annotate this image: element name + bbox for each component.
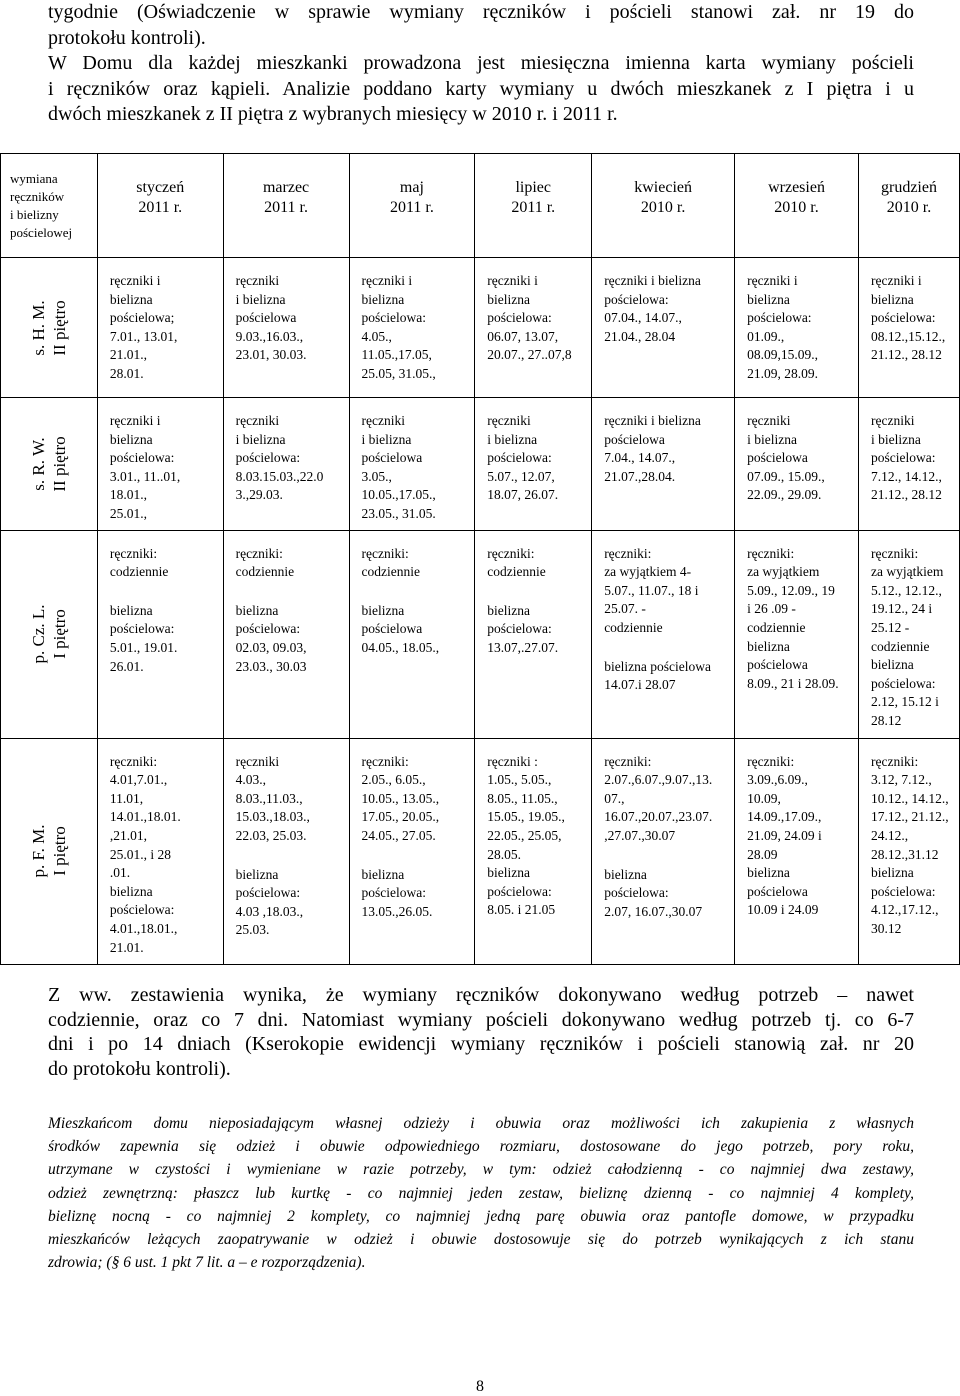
- month-header: [475, 154, 592, 258]
- cell-line: ręczniki:: [109, 753, 158, 769]
- cell-line: 14.07.i 28.07: [604, 677, 676, 693]
- cell-line: 23.03., 30.03: [235, 658, 307, 674]
- intro-line: tygodnie (Oświadczenie w sprawie wymiany ręczników i pościeli stanowi zał. nr 19 do: [48, 1, 914, 23]
- cell-line: pościelowa: [747, 883, 808, 899]
- intro-line: W Domu dla każdej mieszkanki prowadzona jest miesięczna imienna karta wymiany pościeli: [48, 52, 914, 74]
- cell-gap: [604, 638, 730, 658]
- cell-line: 30.12: [870, 920, 902, 936]
- cell-gap: [362, 846, 471, 866]
- exchange-cell: [223, 258, 349, 398]
- cell-line: ręczniki: [870, 413, 915, 428]
- cell-line: bielizna: [235, 602, 279, 618]
- exchange-cell: [475, 398, 592, 531]
- resident-floor: II piętro: [49, 299, 69, 356]
- regulation-quote: [48, 1112, 914, 1274]
- cell-line: 23.05., 31.05.: [361, 505, 436, 521]
- cell-line: pościelowa:: [870, 675, 936, 691]
- cell-line: pościelowa: [747, 450, 808, 466]
- quote-line: odzież zewnętrzną: płaszcz lub kurtkę - co najmniej jeden zestaw, bieliznę dzienną - co najmniej 4 komplety,: [48, 1184, 914, 1202]
- cell-line: 21.04., 28.04: [604, 328, 676, 344]
- cell-line: pościelowa:: [747, 310, 812, 326]
- cell-line: 25.07. -: [604, 601, 646, 617]
- cell-line: ręczniki :: [487, 753, 538, 769]
- cell-line: codziennie: [235, 564, 295, 580]
- cell-line: i bielizna: [747, 431, 797, 447]
- cell-line: ręczniki i: [109, 413, 161, 428]
- cell-line: 17.12., 21.12.,: [870, 809, 949, 825]
- cell-line: 8.03.,11.03.,: [235, 790, 303, 806]
- month-name: kwiecień: [634, 179, 692, 196]
- corner-label-line: i bielizny: [10, 207, 59, 222]
- cell-line: 21.01.: [109, 939, 144, 955]
- cell-line: 15.03.,18.03.,: [235, 809, 310, 825]
- cell-line: pościelowa:: [235, 450, 301, 466]
- cell-line: ręczniki i bielizna: [604, 413, 701, 428]
- cell-line: ręczniki:: [747, 545, 795, 561]
- cell-line: pościelowa:: [235, 885, 301, 901]
- resident-name: p. Cz. L.: [28, 604, 48, 664]
- month-header: [735, 154, 859, 258]
- quote-line: zdrowia; (§ 6 ust. 1 pkt 7 lit. a – e rozporządzenia).: [48, 1254, 366, 1272]
- cell-line: 24.12.,: [870, 827, 909, 843]
- cell-line: 25.05, 31.05.,: [361, 365, 436, 381]
- table-corner-label: [1, 154, 98, 258]
- corner-label-line: pościelowej: [10, 225, 73, 240]
- cell-line: 18.01.,: [109, 487, 147, 503]
- cell-line: 22.03, 25.03.: [235, 827, 307, 843]
- cell-line: 5.12., 12.12.,: [870, 582, 942, 598]
- cell-line: pościelowa:: [487, 310, 552, 326]
- month-name: styczeń: [136, 179, 185, 196]
- cell-line: bielizna: [109, 883, 153, 899]
- cell-line: 28.12: [870, 712, 902, 728]
- cell-line: codziennie: [747, 619, 806, 635]
- cell-line: 1.05., 5.05.,: [487, 772, 552, 788]
- table-row: [1, 258, 960, 398]
- cell-line: codziennie: [361, 564, 420, 580]
- cell-line: 28.01.: [109, 365, 144, 381]
- cell-line: ręczniki:: [747, 753, 795, 769]
- quote-line: bieliznę nocną - co najmniej 2 komplety, co najmniej jedną parę obuwia oraz pantofle domowe, w przypadku: [48, 1207, 914, 1225]
- quote-line: środków zapewnia się odzież i obuwie odpowiedniego rozmiaru, dostosowane do jego potrzeb, pory roku,: [48, 1138, 914, 1156]
- cell-line: bielizna: [361, 866, 405, 882]
- cell-line: 02.03, 09.03,: [235, 639, 307, 655]
- cell-line: pościelowa: [235, 310, 297, 326]
- cell-line: 24.05., 27.05.: [361, 827, 436, 843]
- cell-line: 11.01,: [109, 790, 144, 806]
- cell-line: .01.: [109, 865, 131, 881]
- exchange-cell: [858, 398, 959, 531]
- resident-label: [28, 825, 70, 878]
- month-header: [349, 154, 475, 258]
- conclusion-line: codziennie, oraz co 7 dni. Natomiast wymiany pościeli dokonywano według potrzeb tj. co 6-7: [48, 1008, 914, 1031]
- cell-line: 22.05., 25.05,: [487, 827, 562, 843]
- cell-line: bielizna: [109, 431, 153, 447]
- cell-line: bielizna: [604, 866, 647, 882]
- cell-line: pościelowa:: [604, 291, 669, 307]
- month-year: 2011 r.: [389, 199, 434, 216]
- cell-line: 14.01.,18.01.: [109, 809, 181, 825]
- month-header: [97, 154, 223, 258]
- cell-line: 4.01.,18.01.,: [109, 920, 178, 936]
- cell-line: i bielizna: [361, 431, 412, 447]
- cell-line: pościelowa:: [361, 885, 426, 901]
- month-year: 2010 r.: [886, 199, 932, 216]
- month-name: maj: [399, 179, 424, 196]
- cell-line: 4.01,7.01.,: [109, 772, 168, 788]
- cell-line: 21.12., 28.12: [870, 487, 942, 503]
- cell-line: bielizna: [109, 602, 153, 618]
- cell-line: 2.07, 16.07.,30.07: [604, 903, 703, 919]
- cell-line: 5.01., 19.01.: [109, 639, 178, 655]
- cell-line: 26.01.: [109, 658, 144, 674]
- cell-line: ręczniki:: [870, 753, 919, 769]
- cell-line: 17.05., 20.05.,: [361, 809, 440, 825]
- exchange-table-wrapper: [0, 153, 960, 965]
- exchange-cell: [858, 738, 959, 964]
- cell-line: bielizna: [487, 865, 531, 881]
- cell-line: 13.05.,26.05.: [361, 903, 433, 919]
- cell-line: 8.05. i 21.05: [487, 902, 556, 918]
- cell-line: 5.07., 11.07., 18 i: [604, 582, 699, 598]
- conclusion-line: dni i po 14 dniach (Kserokopie ewidencji wymiany ręczników i pościeli stanowią zał. nr 20: [48, 1033, 914, 1055]
- cell-line: bielizna: [361, 291, 405, 307]
- cell-line: 9.03.,16.03.,: [235, 328, 304, 344]
- exchange-cell: [858, 258, 959, 398]
- month-header: [223, 154, 349, 258]
- cell-line: pościelowa:: [109, 902, 175, 918]
- cell-line: 20.07., 27..07,8: [487, 347, 572, 363]
- intro-line: i ręczników oraz kąpieli. Analizie poddano karty wymiany u dwóch mieszkanek z I piętra i u: [48, 77, 914, 100]
- cell-line: pościelowa:: [870, 883, 936, 899]
- cell-line: 4.12.,17.12.,: [870, 902, 939, 918]
- cell-line: bielizna: [870, 657, 914, 673]
- exchange-cell: [97, 258, 223, 398]
- exchange-cell: [349, 530, 475, 738]
- cell-line: i 26 .09 -: [747, 601, 796, 617]
- exchange-cell: [735, 398, 859, 531]
- cell-line: codziennie: [109, 564, 169, 580]
- cell-line: 5.07., 12.07,: [487, 468, 555, 484]
- cell-line: ręczniki:: [870, 545, 919, 561]
- cell-line: bielizna: [487, 291, 531, 307]
- cell-line: ręczniki:: [109, 545, 158, 561]
- cell-line: pościelowa:: [870, 450, 936, 466]
- cell-line: bielizna: [109, 291, 153, 307]
- resident-name-cell: [1, 258, 98, 398]
- cell-line: 2.05., 6.05.,: [361, 772, 426, 788]
- cell-line: 06.07, 13.07,: [487, 328, 559, 344]
- cell-line: ręczniki:: [604, 545, 652, 561]
- cell-line: pościelowa:: [109, 450, 175, 466]
- cell-line: 22.09., 29.09.: [747, 487, 822, 503]
- cell-gap: [604, 846, 730, 866]
- month-name: wrzesień: [768, 179, 825, 196]
- resident-name: s. H. M.: [28, 299, 48, 356]
- cell-line: za wyjątkiem: [870, 564, 944, 580]
- cell-line: 15.05., 19.05.,: [487, 809, 565, 825]
- month-year: 2011 r.: [138, 199, 183, 216]
- cell-line: 21.01.,: [109, 347, 147, 363]
- exchange-cell: [735, 738, 859, 964]
- cell-gap: [110, 582, 219, 602]
- month-year: 2010 r.: [640, 199, 686, 216]
- exchange-cell: [97, 738, 223, 964]
- page-number: 8: [476, 1378, 484, 1395]
- table-row: [1, 530, 960, 738]
- cell-line: 8.05., 11.05.,: [487, 790, 558, 806]
- cell-line: bielizna pościelowa: [604, 658, 712, 674]
- corner-label-line: wymiana: [10, 171, 58, 186]
- cell-line: 08.09,15.09.,: [747, 347, 818, 363]
- cell-line: bielizna: [747, 291, 790, 307]
- exchange-cell: [475, 530, 592, 738]
- table-header-row: [1, 154, 960, 258]
- cell-line: 10.09,: [747, 790, 781, 806]
- cell-line: za wyjątkiem 4-: [604, 564, 692, 580]
- resident-name-cell: [1, 738, 98, 964]
- cell-line: 4.05.,: [361, 328, 392, 344]
- cell-line: 7.12., 14.12.,: [870, 468, 942, 484]
- cell-line: 19.12., 24 i: [870, 601, 933, 617]
- exchange-cell: [858, 530, 959, 738]
- month-name: grudzień: [880, 179, 937, 196]
- cell-line: ręczniki: [361, 413, 405, 428]
- resident-label: [28, 300, 70, 355]
- month-name: lipiec: [515, 179, 552, 196]
- cell-line: 11.05.,17.05,: [361, 347, 432, 363]
- month-year: 2011 r.: [511, 199, 556, 216]
- exchange-cell: [223, 398, 349, 531]
- cell-line: ręczniki:: [361, 753, 409, 769]
- cell-line: 8.09., 21 i 28.09.: [747, 675, 839, 691]
- cell-line: 21.07.,28.04.: [604, 468, 676, 484]
- cell-line: 21.09, 28.09.: [747, 365, 818, 381]
- cell-line: 2.07.,6.07.,9.07.,13.: [604, 772, 713, 788]
- exchange-table: [0, 153, 960, 965]
- month-year: 2011 r.: [264, 199, 308, 216]
- cell-line: pościelowa:: [361, 310, 426, 326]
- conclusion-line: Z ww. zestawienia wynika, że wymiany ręczników dokonywano według potrzeb – nawet: [48, 984, 914, 1006]
- cell-line: 14.09.,17.09.,: [747, 809, 822, 825]
- cell-line: codziennie: [870, 638, 930, 654]
- cell-line: 3.01., 11..01,: [109, 468, 181, 484]
- quote-line: Mieszkańcom domu nieposiadającym własnej odzieży i obuwia oraz możliwości ich zakupienia z własnych: [48, 1115, 914, 1132]
- cell-line: pościelowa:: [487, 450, 552, 466]
- exchange-cell: [735, 258, 859, 398]
- table-row: [1, 738, 960, 964]
- exchange-cell: [97, 398, 223, 531]
- cell-line: pościelowa;: [109, 310, 175, 326]
- cell-line: 8.03.15.03.,22.0: [235, 468, 324, 484]
- exchange-cell: [349, 398, 475, 531]
- cell-line: 01.09.,: [747, 328, 785, 344]
- cell-line: ręczniki: [235, 413, 280, 428]
- resident-label: [28, 605, 70, 664]
- exchange-cell: [592, 738, 735, 964]
- cell-line: pościelowa: [604, 431, 665, 447]
- cell-line: ręczniki i: [487, 273, 538, 288]
- cell-gap: [487, 582, 587, 602]
- cell-line: ręczniki:: [361, 545, 409, 561]
- cell-line: ręczniki: [235, 273, 280, 288]
- cell-line: 07.09., 15.09.,: [747, 468, 825, 484]
- exchange-cell: [349, 258, 475, 398]
- cell-line: 3.05.,: [361, 468, 392, 484]
- exchange-cell: [223, 738, 349, 964]
- cell-line: 07.,: [604, 790, 625, 806]
- cell-line: 7.04., 14.07.,: [604, 450, 676, 466]
- cell-line: 3.09.,6.09.,: [747, 772, 808, 788]
- cell-line: 7.01., 13.01,: [109, 328, 178, 344]
- corner-label-line: ręczników: [10, 189, 65, 204]
- exchange-cell: [349, 738, 475, 964]
- cell-line: 16.07.,20.07.,23.07.: [604, 809, 713, 825]
- cell-line: i bielizna: [235, 291, 286, 307]
- cell-line: 04.05., 18.05.,: [361, 639, 440, 655]
- cell-line: pościelowa:: [487, 883, 552, 899]
- quote-line: utrzymane w czystości i wymieniane w razie potrzeby, w tym: odzież całodzienną - co najmniej dwa zestawy,: [48, 1161, 914, 1179]
- cell-line: 4.03.,: [235, 772, 267, 788]
- cell-line: pościelowa: [747, 657, 808, 673]
- cell-line: 25.12 -: [870, 619, 910, 635]
- cell-line: 25.01.,: [109, 505, 147, 521]
- cell-line: ręczniki: [235, 753, 280, 769]
- cell-gap: [236, 582, 345, 602]
- cell-line: 13.07,.27.07.: [487, 639, 559, 655]
- cell-line: 07.04., 14.07.,: [604, 310, 682, 326]
- cell-line: ręczniki:: [235, 545, 283, 561]
- cell-line: 10.05.,17.05.,: [361, 487, 436, 503]
- cell-line: ręczniki: [747, 413, 791, 428]
- cell-line: 28.12.,31.12: [870, 846, 939, 862]
- conclusion-line: do protokołu kontroli).: [48, 1057, 231, 1080]
- cell-line: 3.,29.03.: [235, 487, 283, 503]
- resident-name-cell: [1, 530, 98, 738]
- month-header: [592, 154, 735, 258]
- resident-name-cell: [1, 398, 98, 531]
- cell-line: 28.05.: [487, 846, 522, 862]
- cell-line: 18.07, 26.07.: [487, 487, 559, 503]
- cell-line: codziennie: [604, 619, 663, 635]
- resident-label: [28, 436, 70, 491]
- month-name: marzec: [262, 179, 310, 196]
- cell-line: bielizna: [870, 291, 914, 307]
- exchange-cell: [475, 738, 592, 964]
- cell-line: ręczniki: [487, 413, 531, 428]
- cell-line: ręczniki i: [109, 273, 161, 288]
- cell-line: ręczniki i bielizna: [604, 273, 701, 288]
- cell-line: 10.05., 13.05.,: [361, 790, 440, 806]
- cell-line: 3.12, 7.12.,: [870, 772, 932, 788]
- exchange-cell: [223, 530, 349, 738]
- cell-line: bielizna: [747, 865, 790, 881]
- month-year: 2010 r.: [774, 199, 819, 216]
- cell-line: ,27.07.,30.07: [604, 827, 676, 843]
- cell-line: i bielizna: [870, 431, 921, 447]
- cell-line: codziennie: [487, 564, 546, 580]
- conclusion-paragraph: [48, 983, 914, 1081]
- cell-line: bielizna: [870, 865, 914, 881]
- cell-line: pościelowa:: [235, 621, 301, 637]
- cell-line: 25.03.: [235, 922, 270, 938]
- cell-line: pościelowa:: [487, 621, 552, 637]
- resident-floor: I piętro: [49, 826, 69, 876]
- cell-line: 2.12, 15.12 i: [870, 694, 939, 710]
- cell-gap: [236, 846, 345, 866]
- cell-line: 4.03 ,18.03.,: [235, 903, 304, 919]
- intro-line: dwóch mieszkanek z II piętra z wybranych miesięcy w 2010 r. i 2011 r.: [48, 103, 618, 125]
- cell-gap: [362, 582, 471, 602]
- cell-line: pościelowa:: [870, 310, 936, 326]
- cell-line: za wyjątkiem: [747, 564, 820, 580]
- exchange-cell: [97, 530, 223, 738]
- exchange-cell: [592, 258, 735, 398]
- cell-line: bielizna: [487, 602, 531, 618]
- cell-line: 21.12., 28.12: [870, 347, 942, 363]
- cell-line: ręczniki i: [361, 273, 413, 288]
- cell-line: ręczniki:: [604, 753, 652, 769]
- cell-line: ręczniki i: [747, 273, 798, 288]
- exchange-cell: [592, 398, 735, 531]
- intro-paragraph: [48, 0, 914, 128]
- table-row: [1, 398, 960, 531]
- cell-line: bielizna: [361, 602, 405, 618]
- cell-line: 23.01, 30.03.: [235, 347, 307, 363]
- cell-line: bielizna: [747, 638, 790, 654]
- cell-line: ,21.01,: [109, 827, 147, 843]
- cell-line: i bielizna: [487, 431, 538, 447]
- cell-line: pościelowa: [361, 450, 423, 466]
- exchange-cell: [475, 258, 592, 398]
- cell-line: pościelowa:: [109, 621, 175, 637]
- intro-line: protokołu kontroli).: [48, 26, 206, 49]
- quote-line: mieszkańców leżących zaopatrywanie w odzież i obuwie dostosowuje się do potrzeb wynikających z ich stanu: [48, 1231, 914, 1249]
- month-header: [858, 154, 959, 258]
- resident-name: s. R. W.: [28, 437, 48, 491]
- cell-line: 5.09., 12.09., 19: [747, 582, 835, 598]
- cell-line: pościelowa:: [604, 885, 669, 901]
- exchange-cell: [592, 530, 735, 738]
- cell-line: pościelowa: [361, 621, 423, 637]
- cell-line: ręczniki:: [487, 545, 535, 561]
- resident-name: p. F. M.: [28, 824, 48, 878]
- cell-line: 28.09: [747, 846, 778, 862]
- cell-line: 10.09 i 24.09: [747, 902, 819, 918]
- resident-floor: I piętro: [49, 609, 69, 659]
- cell-line: 25.01., i 28: [109, 846, 172, 862]
- cell-line: ręczniki i: [870, 273, 922, 288]
- cell-line: 10.12., 14.12.,: [870, 790, 949, 806]
- cell-line: bielizna: [235, 866, 279, 882]
- cell-line: i bielizna: [235, 431, 286, 447]
- cell-line: 21.09, 24.09 i: [747, 827, 822, 843]
- resident-floor: II piętro: [49, 436, 69, 492]
- cell-line: 08.12.,15.12.,: [870, 328, 946, 344]
- exchange-cell: [735, 530, 859, 738]
